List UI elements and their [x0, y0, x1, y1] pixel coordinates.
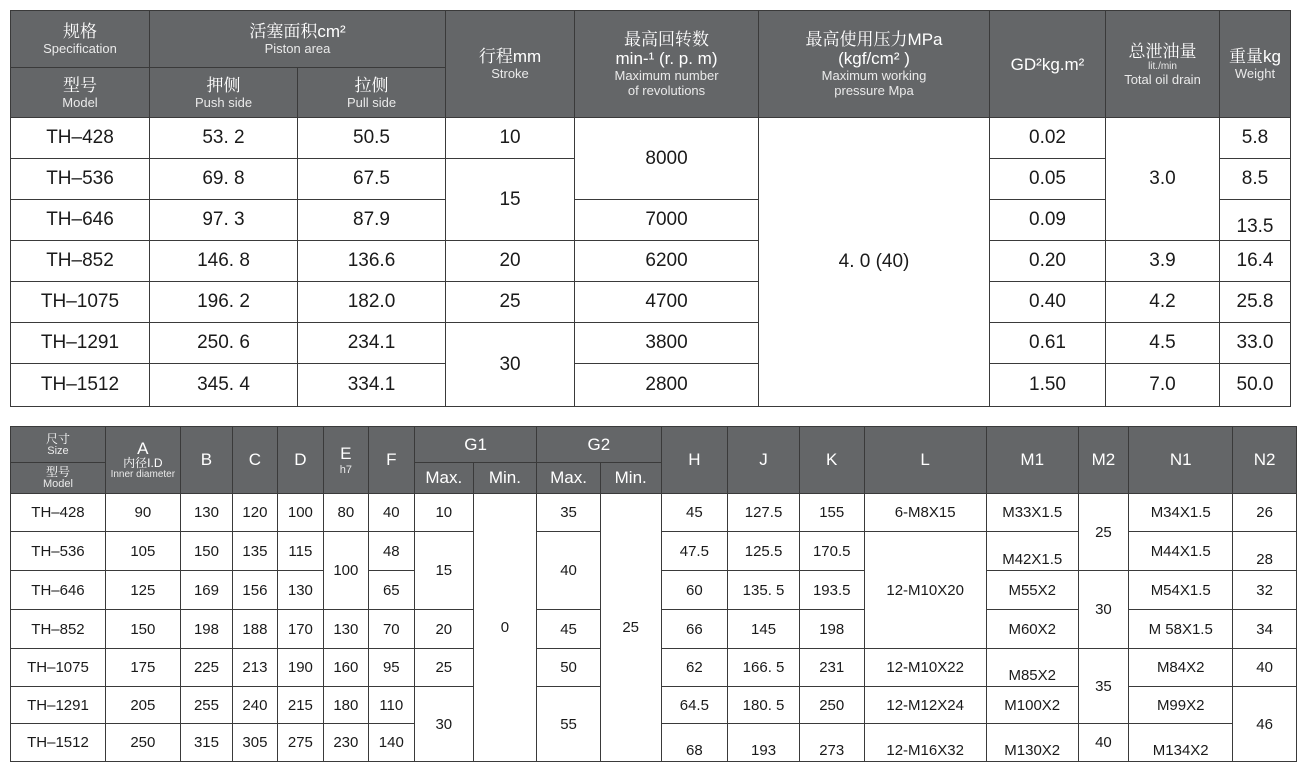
header-n2: N2: [1233, 427, 1297, 494]
k-cell: 155: [799, 494, 864, 532]
header-e: E h7: [324, 427, 368, 494]
header-l: L: [864, 427, 986, 494]
rev-cell: 2800: [575, 364, 759, 407]
model-cell: TH–536: [11, 532, 106, 571]
stroke-cell: 25: [446, 282, 575, 323]
model-cell: TH–646: [11, 200, 150, 241]
a-cell: 90: [105, 494, 180, 532]
f-cell: 95: [368, 649, 414, 687]
d-cell: 130: [277, 571, 323, 610]
gd-cell: 0.61: [990, 323, 1106, 364]
m2-cell: 40: [1078, 724, 1129, 762]
oil-cell: 4.2: [1106, 282, 1220, 323]
j-cell: 145: [728, 610, 800, 649]
d-cell: 215: [277, 687, 323, 724]
stroke-cell: 10: [446, 118, 575, 159]
e-cell: 160: [324, 649, 368, 687]
m1-cell: M55X2: [986, 571, 1078, 610]
header-g1-max: Max.: [415, 463, 474, 494]
header-j: J: [728, 427, 800, 494]
m1-cell: M100X2: [986, 687, 1078, 724]
weight-cell: 33.0: [1220, 323, 1291, 364]
c-cell: 156: [233, 571, 277, 610]
h-cell: 62: [661, 649, 728, 687]
g2-max-cell: 45: [537, 610, 601, 649]
h-cell: 64.5: [661, 687, 728, 724]
l-cell: 6-M8X15: [864, 494, 986, 532]
header-weight: 重量kg Weight: [1220, 11, 1291, 118]
push-cell: 250. 6: [150, 323, 298, 364]
g1-max-cell: 25: [415, 649, 474, 687]
spec-table: [10, 10, 1291, 407]
weight-cell: 5.8: [1220, 118, 1291, 159]
table-row: [11, 282, 1291, 323]
header-m1: M1: [986, 427, 1078, 494]
n2-cell: 32: [1233, 571, 1297, 610]
l-cell: 12-M12X24: [864, 687, 986, 724]
m1-cell: M130X2: [986, 724, 1078, 762]
f-cell: 48: [368, 532, 414, 571]
model-cell: TH–428: [11, 118, 150, 159]
g2-max-cell: 40: [537, 532, 601, 610]
rev-cell: 6200: [575, 241, 759, 282]
h-cell: 47.5: [661, 532, 728, 571]
header-a: A 内径I.D Inner diameter: [105, 427, 180, 494]
d-cell: 190: [277, 649, 323, 687]
header-size: 尺寸 Size: [11, 427, 106, 463]
m1-cell: M33X1.5: [986, 494, 1078, 532]
h-cell: 68: [661, 724, 728, 762]
n1-cell: M134X2: [1129, 724, 1233, 762]
model-cell: TH–852: [11, 241, 150, 282]
pull-cell: 182.0: [298, 282, 446, 323]
f-cell: 65: [368, 571, 414, 610]
j-cell: 166. 5: [728, 649, 800, 687]
g1-max-cell: 20: [415, 610, 474, 649]
k-cell: 273: [799, 724, 864, 762]
push-cell: 53. 2: [150, 118, 298, 159]
stroke-cell: 30: [446, 323, 575, 407]
h-cell: 45: [661, 494, 728, 532]
table-row: [11, 494, 1297, 532]
header-b: B: [180, 427, 233, 494]
k-cell: 231: [799, 649, 864, 687]
k-cell: 198: [799, 610, 864, 649]
a-cell: 175: [105, 649, 180, 687]
model-cell: TH–428: [11, 494, 106, 532]
b-cell: 198: [180, 610, 233, 649]
m1-cell: M42X1.5: [986, 532, 1078, 571]
c-cell: 240: [233, 687, 277, 724]
g1-max-cell: 15: [415, 532, 474, 610]
c-cell: 305: [233, 724, 277, 762]
c-cell: 213: [233, 649, 277, 687]
g1-max-cell: 30: [415, 687, 474, 762]
j-cell: 180. 5: [728, 687, 800, 724]
model-cell: TH–536: [11, 159, 150, 200]
model-cell: TH–1075: [11, 649, 106, 687]
weight-cell: 8.5: [1220, 159, 1291, 200]
header-stroke: 行程mm Stroke: [446, 11, 575, 118]
oil-cell: 7.0: [1106, 364, 1220, 407]
table-row: [11, 118, 1291, 159]
c-cell: 135: [233, 532, 277, 571]
model-cell: TH–646: [11, 571, 106, 610]
push-cell: 345. 4: [150, 364, 298, 407]
gd-cell: 0.05: [990, 159, 1106, 200]
header-n1: N1: [1129, 427, 1233, 494]
f-cell: 40: [368, 494, 414, 532]
m2-cell: 25: [1078, 494, 1129, 571]
pull-cell: 50.5: [298, 118, 446, 159]
header-specification: 规格 Specification: [11, 11, 150, 68]
b-cell: 255: [180, 687, 233, 724]
j-cell: 193: [728, 724, 800, 762]
b-cell: 225: [180, 649, 233, 687]
model-cell: TH–1512: [11, 364, 150, 407]
n2-cell: 34: [1233, 610, 1297, 649]
e-cell: 230: [324, 724, 368, 762]
oil-cell: 3.0: [1106, 118, 1220, 241]
weight-cell: 13.5: [1220, 200, 1291, 241]
g2-max-cell: 35: [537, 494, 601, 532]
h-cell: 60: [661, 571, 728, 610]
a-cell: 250: [105, 724, 180, 762]
table-row: [11, 241, 1291, 282]
header-pull-side: 拉侧 Pull side: [298, 68, 446, 118]
rev-cell: 3800: [575, 323, 759, 364]
e-cell: 180: [324, 687, 368, 724]
header-oil-drain: 总泄油量 lit./min Total oil drain: [1106, 11, 1220, 118]
weight-cell: 16.4: [1220, 241, 1291, 282]
header-pressure: 最高使用压力MPa (kgf/cm² ) Maximum working pressure Mpa: [759, 11, 990, 118]
header-gd: GD²kg.m²: [990, 11, 1106, 118]
header-g2: G2: [537, 427, 661, 463]
e-cell: 100: [324, 532, 368, 610]
l-cell: 12-M16X32: [864, 724, 986, 762]
m1-cell: M60X2: [986, 610, 1078, 649]
header-g2-max: Max.: [537, 463, 601, 494]
a-cell: 105: [105, 532, 180, 571]
pull-cell: 234.1: [298, 323, 446, 364]
a-cell: 125: [105, 571, 180, 610]
e-cell: 80: [324, 494, 368, 532]
g1-max-cell: 10: [415, 494, 474, 532]
table-row: [11, 200, 1291, 241]
b-cell: 315: [180, 724, 233, 762]
gd-cell: 0.40: [990, 282, 1106, 323]
rev-cell: 4700: [575, 282, 759, 323]
d-cell: 170: [277, 610, 323, 649]
m2-cell: 35: [1078, 649, 1129, 724]
n1-cell: M99X2: [1129, 687, 1233, 724]
e-cell: 130: [324, 610, 368, 649]
m2-cell: 30: [1078, 571, 1129, 649]
n2-cell: 46: [1233, 687, 1297, 762]
g1-min-cell: 0: [473, 494, 537, 762]
header-piston-area: 活塞面积cm² Piston area: [150, 11, 446, 68]
dimension-table: [10, 426, 1297, 762]
c-cell: 120: [233, 494, 277, 532]
n1-cell: M 58X1.5: [1129, 610, 1233, 649]
pull-cell: 334.1: [298, 364, 446, 407]
n1-cell: M44X1.5: [1129, 532, 1233, 571]
g2-max-cell: 55: [537, 687, 601, 762]
k-cell: 250: [799, 687, 864, 724]
m1-cell: M85X2: [986, 649, 1078, 687]
gd-cell: 0.20: [990, 241, 1106, 282]
a-cell: 150: [105, 610, 180, 649]
pull-cell: 136.6: [298, 241, 446, 282]
header-h: H: [661, 427, 728, 494]
f-cell: 140: [368, 724, 414, 762]
g2-min-cell: 25: [600, 494, 661, 762]
pull-cell: 87.9: [298, 200, 446, 241]
header-g1-min: Min.: [473, 463, 537, 494]
header-push-side: 押侧 Push side: [150, 68, 298, 118]
k-cell: 170.5: [799, 532, 864, 571]
pull-cell: 67.5: [298, 159, 446, 200]
a-cell: 205: [105, 687, 180, 724]
h-cell: 66: [661, 610, 728, 649]
push-cell: 146. 8: [150, 241, 298, 282]
stroke-cell: 20: [446, 241, 575, 282]
k-cell: 193.5: [799, 571, 864, 610]
l-cell: 12-M10X22: [864, 649, 986, 687]
model-cell: TH–1291: [11, 323, 150, 364]
table-row: [11, 323, 1291, 364]
gd-cell: 0.09: [990, 200, 1106, 241]
n2-cell: 26: [1233, 494, 1297, 532]
gd-cell: 0.02: [990, 118, 1106, 159]
c-cell: 188: [233, 610, 277, 649]
oil-cell: 4.5: [1106, 323, 1220, 364]
f-cell: 70: [368, 610, 414, 649]
push-cell: 69. 8: [150, 159, 298, 200]
rev-cell: 7000: [575, 200, 759, 241]
table-row: [11, 364, 1291, 407]
n2-cell: 28: [1233, 532, 1297, 571]
model-cell: TH–852: [11, 610, 106, 649]
n2-cell: 40: [1233, 649, 1297, 687]
d-cell: 275: [277, 724, 323, 762]
push-cell: 97. 3: [150, 200, 298, 241]
n1-cell: M34X1.5: [1129, 494, 1233, 532]
f-cell: 110: [368, 687, 414, 724]
l-cell: 12-M10X20: [864, 532, 986, 649]
header-k: K: [799, 427, 864, 494]
header-g1: G1: [415, 427, 537, 463]
gd-cell: 1.50: [990, 364, 1106, 407]
oil-cell: 3.9: [1106, 241, 1220, 282]
push-cell: 196. 2: [150, 282, 298, 323]
weight-cell: 50.0: [1220, 364, 1291, 407]
d-cell: 115: [277, 532, 323, 571]
g2-max-cell: 50: [537, 649, 601, 687]
header-revolutions: 最高回转数 min-¹ (r. p. m) Maximum number of revolutions: [575, 11, 759, 118]
header-model: 型号 Model: [11, 68, 150, 118]
model-cell: TH–1075: [11, 282, 150, 323]
n1-cell: M84X2: [1129, 649, 1233, 687]
j-cell: 127.5: [728, 494, 800, 532]
stroke-cell: 15: [446, 159, 575, 241]
model-cell: TH–1512: [11, 724, 106, 762]
b-cell: 150: [180, 532, 233, 571]
rev-cell: 8000: [575, 118, 759, 200]
n1-cell: M54X1.5: [1129, 571, 1233, 610]
header-g2-min: Min.: [600, 463, 661, 494]
header-c: C: [233, 427, 277, 494]
j-cell: 135. 5: [728, 571, 800, 610]
header-f: F: [368, 427, 414, 494]
pressure-cell: 4. 0 (40): [759, 118, 990, 407]
header-d: D: [277, 427, 323, 494]
header-m2: M2: [1078, 427, 1129, 494]
d-cell: 100: [277, 494, 323, 532]
header-model: 型号 Model: [11, 463, 106, 494]
j-cell: 125.5: [728, 532, 800, 571]
model-cell: TH–1291: [11, 687, 106, 724]
b-cell: 130: [180, 494, 233, 532]
b-cell: 169: [180, 571, 233, 610]
weight-cell: 25.8: [1220, 282, 1291, 323]
